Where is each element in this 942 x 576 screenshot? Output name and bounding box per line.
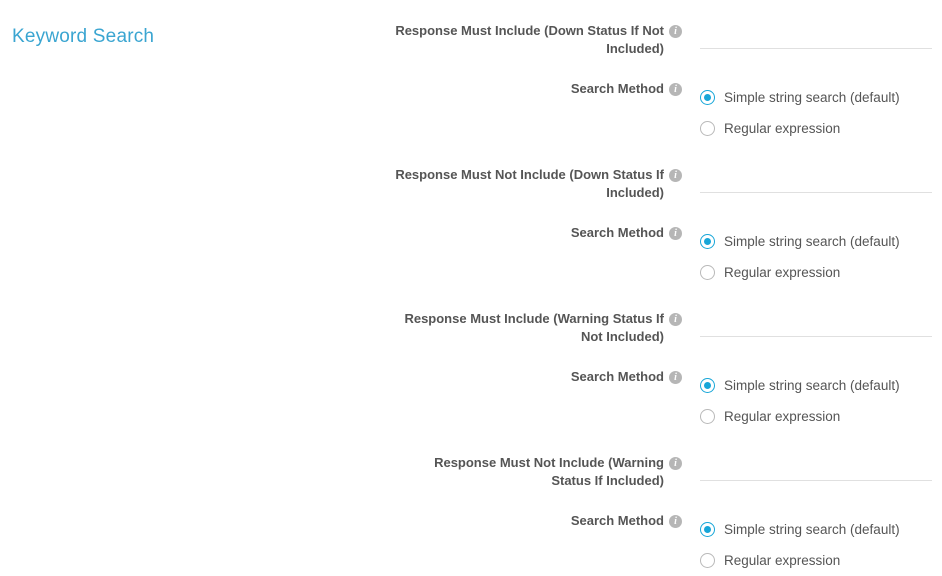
info-icon[interactable]: i [669, 313, 682, 326]
field-control [690, 368, 942, 432]
spacer [0, 490, 942, 512]
field-label-text: Response Must Not Include (Warning Status If Included) [434, 455, 664, 488]
search-method-3-radio-group [700, 368, 942, 432]
response-must-not-include-down-input[interactable] [700, 166, 932, 193]
field-search-method-1 [0, 80, 942, 144]
field-label-text: Search Method [570, 225, 664, 240]
radio-mark-icon [700, 378, 715, 393]
field-label [0, 80, 690, 98]
response-must-include-warning-input[interactable] [700, 310, 932, 337]
field-label [0, 166, 690, 202]
field-search-method-2 [0, 224, 942, 288]
field-label [0, 22, 690, 58]
spacer [0, 0, 942, 22]
radio-label: Simple string search (default) [724, 522, 900, 537]
radio-mark-icon [700, 265, 715, 280]
field-control [690, 310, 942, 337]
info-icon[interactable]: i [669, 457, 682, 470]
spacer [0, 58, 942, 80]
radio-simple-string-search-4[interactable] [700, 514, 942, 545]
field-control [690, 224, 942, 288]
radio-regular-expression-1[interactable] [700, 113, 942, 144]
radio-mark-icon [700, 522, 715, 537]
spacer [0, 346, 942, 368]
field-control [690, 512, 942, 576]
field-response-must-include-down [0, 22, 942, 58]
radio-label: Regular expression [724, 409, 841, 424]
field-response-must-not-include-down [0, 166, 942, 202]
radio-label: Simple string search (default) [724, 378, 900, 393]
radio-simple-string-search-2[interactable] [700, 226, 942, 257]
info-icon[interactable]: i [669, 227, 682, 240]
search-method-2-radio-group [700, 224, 942, 288]
radio-mark-icon [700, 553, 715, 568]
field-label-text: Search Method [570, 513, 664, 528]
spacer [0, 432, 942, 454]
radio-mark-icon [700, 121, 715, 136]
spacer [0, 202, 942, 224]
info-icon[interactable]: i [669, 169, 682, 182]
radio-regular-expression-4[interactable] [700, 545, 942, 576]
radio-label: Regular expression [724, 121, 841, 136]
field-label [0, 224, 690, 242]
field-label-text: Response Must Include (Warning Status If Not Included) [404, 311, 664, 344]
radio-label: Simple string search (default) [724, 90, 900, 105]
field-response-must-not-include-warning [0, 454, 942, 490]
info-icon[interactable]: i [669, 25, 682, 38]
radio-mark-icon [700, 234, 715, 249]
field-search-method-3 [0, 368, 942, 432]
field-search-method-4 [0, 512, 942, 576]
radio-simple-string-search-3[interactable] [700, 370, 942, 401]
spacer [0, 288, 942, 310]
radio-label: Regular expression [724, 553, 841, 568]
radio-mark-icon [700, 409, 715, 424]
field-label-text: Response Must Include (Down Status If Not Included) [395, 23, 664, 56]
search-method-4-radio-group [700, 512, 942, 576]
field-control [690, 454, 942, 481]
info-icon[interactable]: i [669, 515, 682, 528]
radio-mark-icon [700, 90, 715, 105]
radio-regular-expression-2[interactable] [700, 257, 942, 288]
radio-label: Simple string search (default) [724, 234, 900, 249]
info-icon[interactable]: i [669, 83, 682, 96]
radio-simple-string-search-1[interactable] [700, 82, 942, 113]
radio-label: Regular expression [724, 265, 841, 280]
search-method-1-radio-group [700, 80, 942, 144]
response-must-include-down-input[interactable] [700, 22, 932, 49]
field-control [690, 22, 942, 49]
field-label-text: Response Must Not Include (Down Status If Included) [395, 167, 664, 200]
field-label-text: Search Method [570, 81, 664, 96]
field-label [0, 454, 690, 490]
field-label [0, 512, 690, 530]
field-control [690, 166, 942, 193]
field-response-must-include-warning [0, 310, 942, 346]
field-label [0, 310, 690, 346]
radio-regular-expression-3[interactable] [700, 401, 942, 432]
field-control [690, 80, 942, 144]
info-icon[interactable]: i [669, 371, 682, 384]
response-must-not-include-warning-input[interactable] [700, 454, 932, 481]
field-label-text: Search Method [570, 369, 664, 384]
spacer [0, 144, 942, 166]
page-title: Keyword Search [12, 25, 155, 47]
field-label [0, 368, 690, 386]
